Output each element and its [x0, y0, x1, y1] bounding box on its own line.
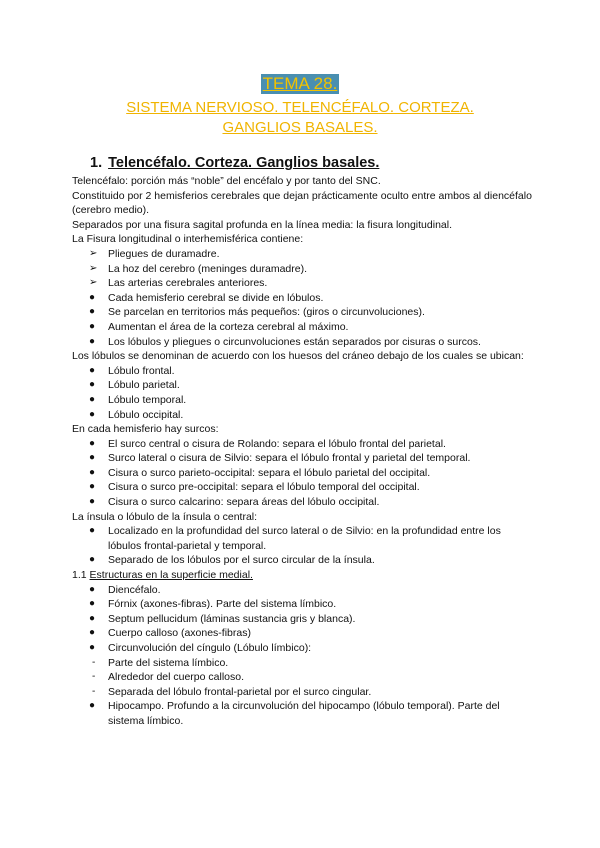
list-item: ➢ Pliegues de duramadre. — [89, 247, 220, 260]
list-item: ● El surco central o cisura de Rolando: separa el lóbulo frontal del parietal. — [89, 437, 446, 450]
list-item: ● Cisura o surco parieto-occipital: separa el lóbulo parietal del occipital. — [89, 466, 431, 479]
list-item: ● Lóbulo parietal. — [89, 379, 180, 392]
paragraph: La ínsula o lóbulo de la ínsula o central: — [72, 510, 258, 523]
title-block — [0, 74, 600, 138]
list-item: - Separada del lóbulo frontal-parietal por el surco cingular. — [92, 685, 372, 698]
list-item: ● Se parcelan en territorios más pequeños: (giros o circunvoluciones). — [89, 306, 425, 319]
dot-bullet-icon: ● — [89, 525, 96, 537]
paragraph: Separados por una fisura sagital profunda en la línea media: la fisura longitudinal. — [72, 218, 452, 231]
topic-subtitle-line2: GANGLIOS BASALES. — [222, 119, 378, 136]
list-item: ● Separado de los lóbulos por el surco circular de la ínsula. — [89, 554, 375, 567]
arrow-bullet-icon: ➢ — [89, 277, 98, 289]
dot-bullet-icon: ● — [89, 554, 96, 566]
dash-bullet-icon: - — [92, 671, 96, 683]
list-item: ● Cada hemisferio cerebral se divide en lóbulos. — [89, 291, 324, 304]
list-item: ● Lóbulo occipital. — [89, 408, 184, 421]
list-item: ● Lóbulo frontal. — [89, 364, 175, 377]
paragraph: En cada hemisferio hay surcos: — [72, 423, 219, 436]
dot-bullet-icon: ● — [89, 481, 96, 493]
dot-bullet-icon: ● — [89, 583, 96, 595]
dot-bullet-icon: ● — [89, 306, 96, 318]
list-item: ● Aumentan el área de la corteza cerebral al máximo. — [89, 320, 349, 333]
dot-bullet-icon: ● — [89, 379, 96, 391]
list-item: ➢ La hoz del cerebro (meninges duramadre). — [89, 262, 308, 275]
document-body — [72, 174, 532, 729]
list-item: ● Surco lateral o cisura de Silvio: separa el lóbulo frontal y parietal del temporal. — [89, 452, 471, 465]
dot-bullet-icon: ● — [89, 364, 96, 376]
list-item: ● Lóbulo temporal. — [89, 393, 187, 406]
list-item: ● Los lóbulos y pliegues o circunvoluciones están separados por cisuras o surcos. — [89, 335, 481, 348]
subsection-title: Estructuras en la superficie medial. — [89, 569, 253, 582]
dot-bullet-icon: ● — [89, 393, 96, 405]
list-item: - Parte del sistema límbico. — [92, 656, 229, 669]
list-item: ● Septum pellucidum (láminas sustancia gris y blanca). — [89, 612, 356, 625]
list-item: ● Circunvolución del cíngulo (Lóbulo límbico): — [89, 642, 312, 654]
subsection-heading — [72, 568, 532, 583]
dash-bullet-icon: - — [92, 685, 96, 697]
dot-bullet-icon: ● — [89, 408, 96, 420]
dot-bullet-icon: ● — [89, 642, 96, 653]
list-item: ➢ Las arterias cerebrales anteriores. — [89, 277, 268, 290]
dot-bullet-icon: ● — [89, 452, 96, 464]
topic-subtitle-line1: SISTEMA NERVIOSO. TELENCÉFALO. CORTEZA. — [126, 99, 474, 116]
dot-bullet-icon: ● — [89, 612, 96, 624]
dot-bullet-icon: ● — [89, 320, 96, 332]
list-item: ● Cuerpo calloso (axones-fibras) — [89, 627, 251, 640]
list-item: ● Fórnix (axones-fibras). Parte del sistema límbico. — [89, 598, 337, 611]
dot-bullet-icon: ● — [89, 291, 96, 303]
paragraph: Constituido por 2 hemisferios cerebrales que dejan prácticamente oculto entre ambos al diencéfalo (cerebro medio). — [72, 189, 532, 217]
section-number: 1. — [90, 155, 103, 171]
list-item: ● Cisura o surco pre-occipital: separa el lóbulo temporal del occipital. — [89, 481, 420, 494]
dash-bullet-icon: - — [92, 656, 96, 668]
dot-bullet-icon: ● — [89, 598, 96, 610]
arrow-bullet-icon: ➢ — [89, 262, 98, 274]
section-title: Telencéfalo. Corteza. Ganglios basales. — [108, 155, 380, 171]
list-item: ● Cisura o surco calcarino: separa áreas del lóbulo occipital. — [89, 496, 380, 509]
dot-bullet-icon: ● — [89, 700, 96, 712]
dot-bullet-icon: ● — [89, 335, 96, 347]
section-heading — [90, 155, 379, 171]
subsection-number: 1.1 — [72, 569, 87, 582]
list-item: - Alrededor del cuerpo calloso. — [92, 671, 244, 684]
dot-bullet-icon: ● — [89, 627, 96, 639]
list-item: ● Diencéfalo. — [89, 583, 161, 596]
paragraph: Telencéfalo: porción más “noble” del encéfalo y por tanto del SNC. — [72, 175, 381, 187]
paragraph: La Fisura longitudinal o interhemisférica contiene: — [72, 233, 304, 246]
list-item: ● Localizado en la profundidad del surco lateral o de Silvio: en la profundidad entre los lóbulos frontal-parietal y temporal. — [89, 525, 501, 552]
topic-number-heading: TEMA 28. — [262, 74, 338, 93]
paragraph: Los lóbulos se denominan de acuerdo con los huesos del cráneo debajo de los cuales se ubican: — [72, 350, 524, 363]
list-item: ● Hipocampo. Profundo a la circunvolución del hipocampo (lóbulo temporal). Parte del sistema límbico. — [89, 700, 500, 727]
dot-bullet-icon: ● — [89, 496, 96, 508]
arrow-bullet-icon: ➢ — [89, 247, 98, 259]
dot-bullet-icon: ● — [89, 437, 96, 449]
dot-bullet-icon: ● — [89, 466, 96, 478]
